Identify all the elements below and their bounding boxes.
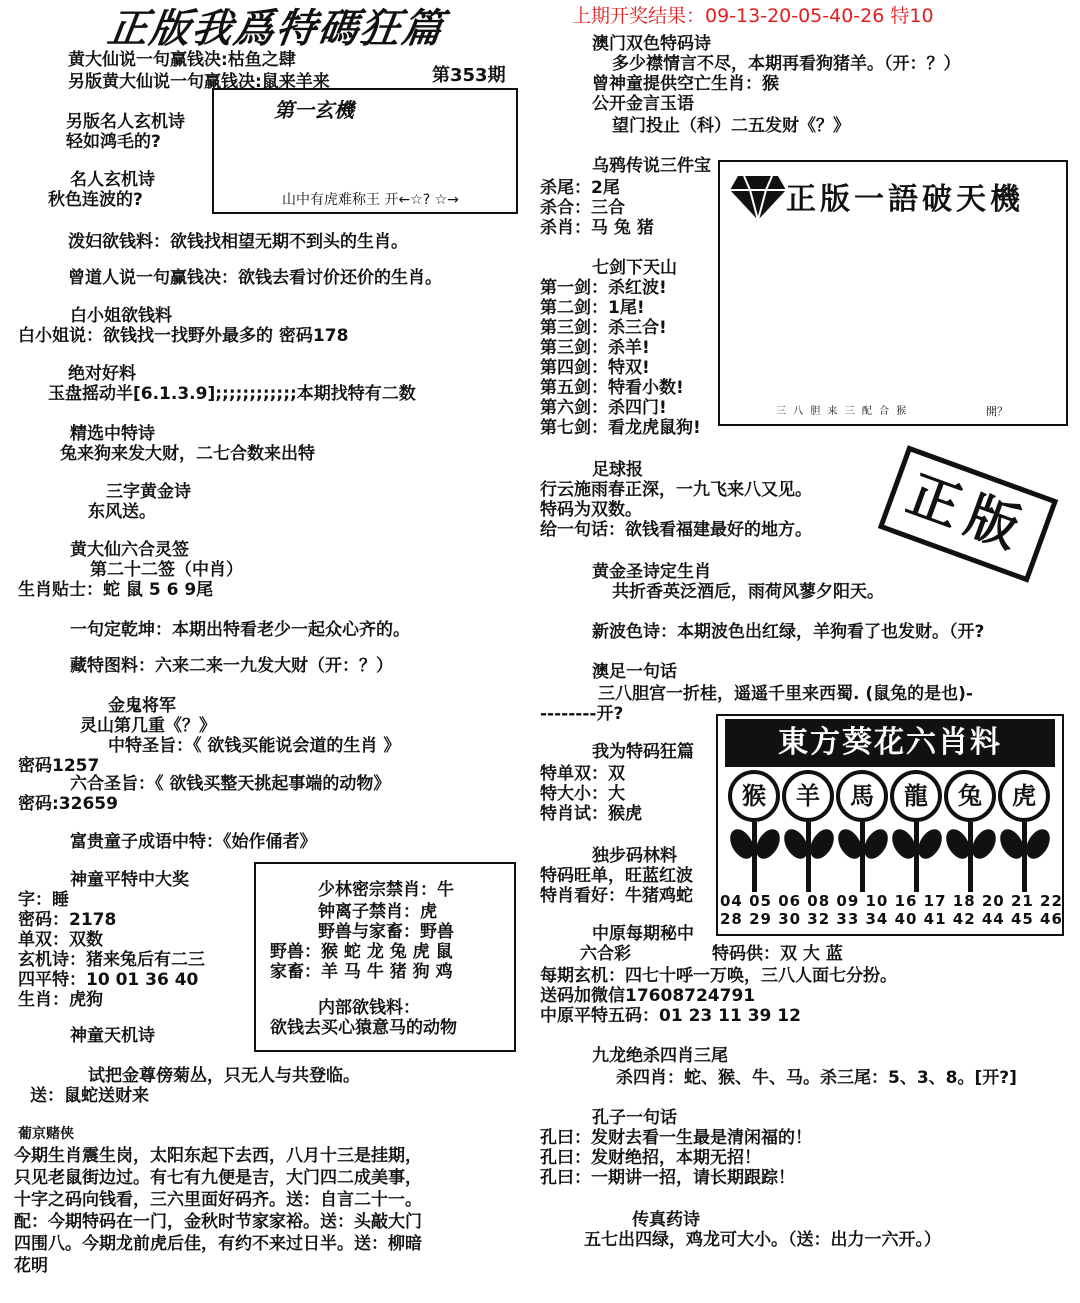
pj-line3: 十字之码向钱看，三六里面好码齐。送：自言二十一。 [14,1190,422,1210]
wy-title: 乌鸦传说三件宝 [592,156,711,176]
box2-line1: 少林密宗禁肖：牛 [318,880,454,900]
sunflower-stem [806,822,811,892]
cang-line: 藏特图料：六来二来一九发大财（开：？） [70,656,393,676]
poem-text: 轻如鸿毛的? [66,132,161,152]
kz-title: 孔子一句话 [592,1108,677,1128]
st-zi: 字：睡 [18,890,69,910]
sunflower-stem [914,822,919,892]
cz-text: 五七出四绿，鸡龙可大小。（送：出力一六开。） [584,1230,941,1250]
kz-line1: 孔曰：发财去看一生最是清闲福的！ [540,1128,812,1148]
az-line1: 三八胆宫一折桂，遥遥千里来西蜀. (鼠兔的是也)- [598,684,973,704]
zq-line1: 行云施雨春正深，一九飞来八又见。 [540,480,812,500]
sunflower-head: 兔 [944,770,996,822]
sz-text: 东风送。 [88,502,156,522]
st-mm: 密码：2178 [18,910,117,930]
pj-line4: 配：今期特码在一门，金秋时节家家裕。送：头敲大门 [14,1212,422,1232]
pj-title: 葡京赌侠 [18,1126,74,1142]
wy-line3: 杀肖：马 兔 猪 [540,218,654,238]
qj-line1: 第一剑：杀红波! [540,278,667,298]
az-title: 澳足一句话 [592,662,677,682]
jx-title: 精选中特诗 [70,424,155,444]
sunflower-numbers-1: 04 05 06 08 09 10 16 17 18 20 21 22 [720,892,1063,910]
jue-text: 玉盘摇动半[6.1.3.9];;;;;;;;;;;;本期找特有二数 [48,384,416,404]
stj-send: 送：鼠蛇送财来 [30,1086,149,1106]
mm2-line: 密码:32659 [18,794,118,814]
wy-line1: 杀尾：2尾 [540,178,620,198]
hj-text: 共折香英泛酒卮，雨荷风蓼夕阳天。 [612,582,884,602]
issue-number: 第353期 [432,65,506,86]
jl-text: 杀四肖：蛇、猴、牛、马。杀三尾：5、3、8。[开?] [616,1068,1017,1088]
pofu-line: 泼妇欲钱料：欲钱找相望无期不到头的生肖。 [68,232,408,252]
zy-wx: 送码加微信17608724791 [540,986,756,1006]
sunflower-head: 虎 [998,770,1050,822]
authentic-stamp: 正版 [878,445,1058,582]
sunflower-stem [752,822,757,892]
box2-line2: 钟离子禁肖：虎 [318,902,437,922]
sunflower-head: 龍 [890,770,942,822]
sz-title: 三字黄金诗 [106,482,191,502]
fg-line: 富贵童子成语中特：《始作俑者》 [70,832,317,852]
pj-line2: 只见老鼠街边过。有七有九便是吉，大门四二成美事， [14,1168,422,1188]
st-title: 神童平特中大奖 [70,870,189,890]
hd-title: 黄大仙六合灵签 [70,540,189,560]
zy-title: 中原每期秘中 [592,924,694,944]
sunflower-stem [968,822,973,892]
zs-line: 曾神童提供空亡生肖：猴 [592,74,779,94]
qj-line3: 第三剑：杀三合! [540,318,667,338]
zy-pt: 中原平特五码：01 23 11 39 12 [540,1006,801,1026]
cz-title: 传真药诗 [632,1210,700,1230]
zy-lhc: 六合彩 [580,944,631,964]
hd-sub: 第二十二签（中肖） [90,560,243,580]
qj-line7: 第六剑：杀四门! [540,398,667,418]
pj-line1: 今期生肖震生岗，太阳东起下去西，八月十三是挂期， [14,1146,422,1166]
sunflower-head: 猴 [728,770,780,822]
wk-line1: 特单双：双 [540,764,625,784]
forbidden-box [254,862,516,1052]
zeng-line: 曾道人说一句赢钱决：欲钱去看讨价还价的生肖。 [68,268,442,288]
db-line2: 特肖看好：牛猪鸡蛇 [540,886,693,906]
jg-title: 金鬼将军 [108,696,176,716]
bai-title: 白小姐欲钱料 [70,306,172,326]
zy-xj: 每期玄机：四七十呼一万唤，三八人面七分扮。 [540,966,897,986]
diamond-icon [730,174,786,220]
box2-line3: 野兽与家畜：野兽 [318,922,454,942]
kz-line3: 孔曰：一期讲一招，请长期跟踪！ [540,1168,795,1188]
oracle-box-title: 正版一語破天機 [786,182,1024,217]
zt1-line: 中特圣旨：《 欲钱买能说会道的生肖 》 [108,736,401,756]
gk-title: 公开金言玉语 [592,94,694,114]
hd-text: 生肖贴士：蛇 鼠 5 6 9尾 [18,580,214,600]
zq-line2: 特码为双数。 [540,500,642,520]
wk-line2: 特大小：大 [540,784,625,804]
jg-sub: 灵山第几重《？》 [80,716,216,736]
stj-text: 试把金尊傍菊丛，只无人与共登临。 [88,1066,360,1086]
stj-title: 神童天机诗 [70,1026,155,1046]
mystic-box-1-text: 山中有虎难称王 开←☆? ☆→ [282,192,459,208]
am-title: 澳门双色特码诗 [592,34,711,54]
box2-line4: 野兽：猴 蛇 龙 兔 虎 鼠 [270,942,453,962]
hj-title: 黄金圣诗定生肖 [592,562,711,582]
sunflower-head: 羊 [782,770,834,822]
st-ds: 单双：双数 [18,930,103,950]
bai-text: 白小姐说：欲钱找一找野外最多的 密码178 [18,326,349,346]
xb-line: 新波色诗：本期波色出红绿，羊狗看了也发财。（开? [592,622,985,642]
wk-title: 我为特码狂篇 [592,742,694,762]
box2-line7: 欲钱去买心猿意马的动物 [270,1018,457,1038]
daxian-line: 黄大仙说一句赢钱决:枯鱼之肆 [68,50,296,70]
sunflower-title: 東方葵花六肖料 [725,719,1055,767]
pj-line6: 花明 [14,1256,48,1276]
db-line1: 特码旺单，旺蓝红波 [540,866,693,886]
poem-title: 另版名人玄机诗 [66,112,185,132]
st-xj: 玄机诗：猪来兔后有二三 [18,950,205,970]
db-title: 独步码林料 [592,846,677,866]
sunflower-stem [1022,822,1027,892]
pj-line5: 四围八。今期龙前虎后佳，有约不来过日半。送：柳暗 [14,1234,422,1254]
mystic-box-1-title: 第一玄機 [274,98,354,122]
poem2-text: 秋色连波的? [48,190,143,210]
yiju-line: 一句定乾坤：本期出特看老少一起众心齐的。 [70,620,410,640]
lh1-line: 六合圣旨：《 欲钱买整天挑起事端的动物》 [70,774,391,794]
zq-line3: 给一句话：欲钱看福建最好的地方。 [540,520,812,540]
wk-line3: 特肖试：猴虎 [540,804,642,824]
qj-line4: 第三剑：杀羊! [540,338,650,358]
qj-title: 七剑下天山 [592,258,677,278]
oracle-box-foot: 三 八 胆 来 三 配 合 猴 [776,406,909,417]
wy-line2: 杀合：三合 [540,198,625,218]
box2-line6: 内部欲钱料： [318,998,420,1018]
qj-line8: 第七剑：看龙虎鼠狗! [540,418,701,438]
zq-title: 足球报 [592,460,643,480]
page-title: 正版我爲特碼狂篇 [104,6,448,52]
mm1-line: 密码1257 [18,756,100,776]
jx-text: 兔来狗来发大财，二七合数来出特 [60,444,315,464]
qj-line6: 第五剑：特看小数! [540,378,684,398]
jl-title: 九龙绝杀四肖三尾 [592,1046,728,1066]
last-draw-result: 上期开奖结果：09-13-20-05-40-26 特10 [572,5,934,27]
sunflower-stem [860,822,865,892]
jue-title: 绝对好料 [68,364,136,384]
az-line2: --------开? [540,704,624,724]
daxian-alt-line: 另版黄大仙说一句赢钱决:鼠来羊来 [68,72,330,92]
poem2-title: 名人玄机诗 [70,170,155,190]
qj-line5: 第四剑：特双! [540,358,650,378]
mystic-box-1 [212,88,518,214]
sunflower-head: 馬 [836,770,888,822]
st-pt: 四平特：10 01 36 40 [18,970,199,990]
am-text: 多少襟情言不尽，本期再看狗猪羊。（开：？） [612,54,961,74]
st-sx: 生肖：虎狗 [18,990,103,1010]
oracle-box-q: 開？ [986,405,1008,418]
zy-tm: 特码供：双 大 蓝 [712,944,843,964]
sunflower-numbers-2: 28 29 30 32 33 34 40 41 42 44 45 46 [720,910,1063,928]
gk-text: 望门投止（科）二五发财《？》 [612,116,850,136]
qj-line2: 第二剑：1尾! [540,298,645,318]
box2-line5: 家畜：羊 马 牛 猪 狗 鸡 [270,962,453,982]
kz-line2: 孔曰：发财绝招，本期无招！ [540,1148,761,1168]
